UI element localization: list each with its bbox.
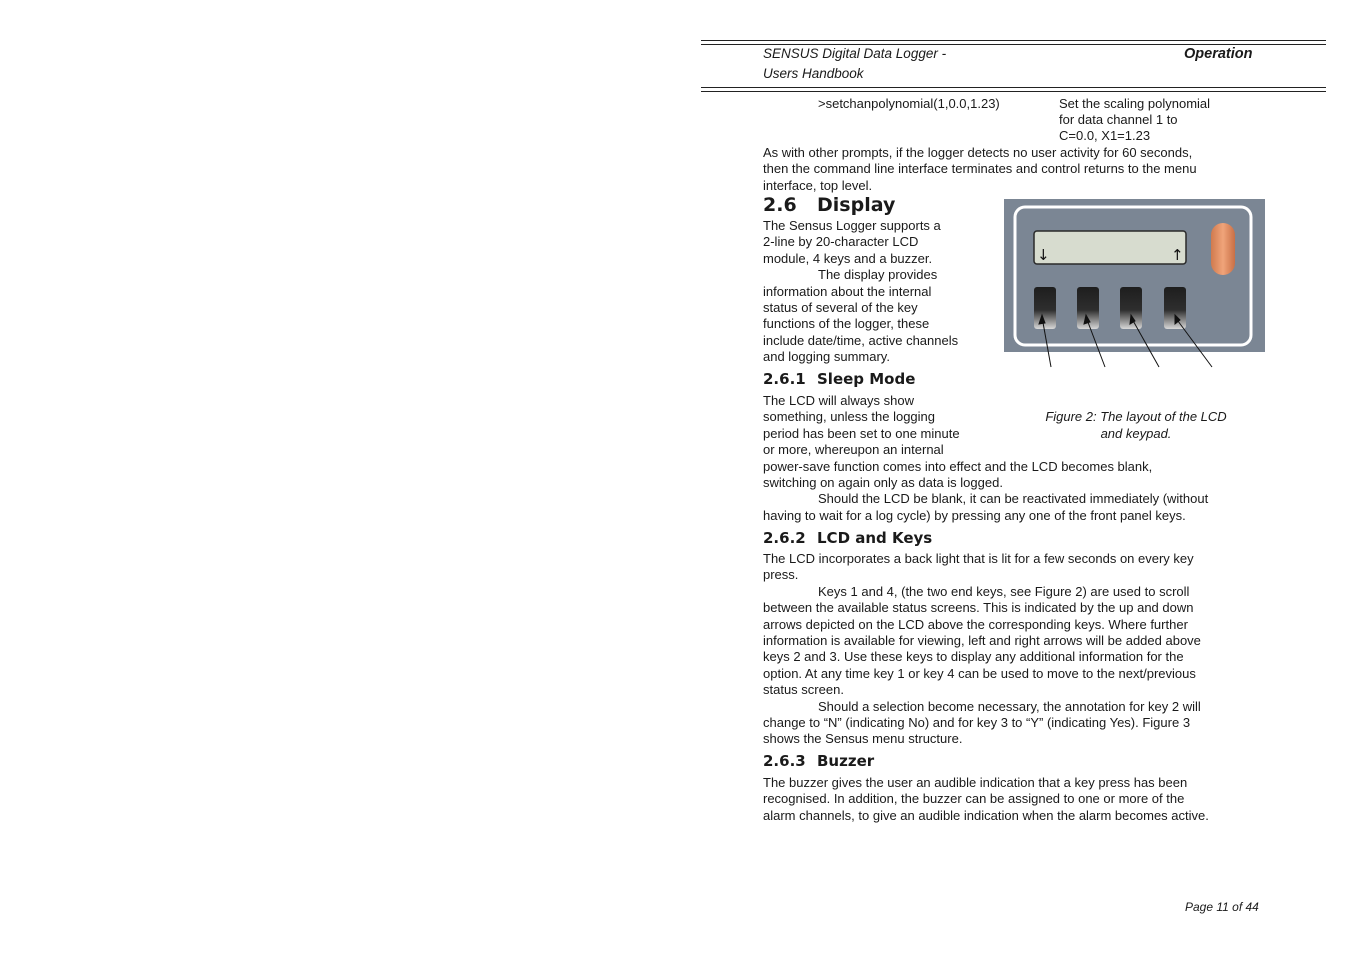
panel-background (1004, 199, 1265, 352)
section-heading-sleep-mode: 2.6.1 Sleep Mode (763, 370, 916, 388)
buzzer-paragraph: The buzzer gives the user an audible indication that a key press has been recognised. In addition, the buzzer can be assigned to one or more of the alarm channels, to give an audible indication when the alarm becomes active. (763, 775, 1209, 823)
lcd-keypad-figure (1004, 199, 1266, 369)
header-title-line2: Users Handbook (763, 66, 864, 81)
command-description: Set the scaling polynomial for data channel 1 to C=0.0, X1=1.23 (1059, 96, 1211, 143)
header-section-name: Operation (1184, 46, 1253, 62)
lcd-screen (1034, 231, 1186, 264)
header-rule-bottom-2 (701, 91, 1326, 92)
header-rule-top-2 (701, 44, 1326, 45)
header-rule-top-1 (701, 40, 1326, 41)
sleep-mode-paragraph: The LCD will always show something, unless the logging period has been set to one minute or more, whereupon an internal power-save function comes into effect and the LCD becomes blank, switching on again only as data is logged. Should the LCD be blank, it can be reactivated immediately (without having to wait for a log cycle) by pressing any one of the front panel keys. (763, 393, 1209, 523)
figure-caption: Figure 2: The layout of the LCD and keypad. (1045, 409, 1227, 441)
section-heading-lcd-and-keys: 2.6.2 LCD and Keys (763, 529, 933, 547)
section-heading-display: 2.6 Display (763, 194, 896, 216)
command-text: >setchanpolynomial(1,0.0,1.23) (818, 96, 1000, 111)
lcd-keys-paragraph: The LCD incorporates a back light that is lit for a few seconds on every key press. Keys 1 and 4, (the two end keys, see Figure 2) are used to scroll between the available status screens. This is indicated by the up and down arrows depicted on the LCD above the corresponding keys. Where further information is available for viewing, left and right arrows will be added above keys 2 and 3. Use these keys to display any additional information for the option. At any time key 1 or key 4 can be used to move to the next/previous status screen. Should a selection become necessary, the annotation for key 2 will change to “N” (indicating No) and for key 3 to “Y” (indicating Yes). Figure 3 shows the Sensus menu structure. (763, 551, 1201, 747)
lcd-down-arrow-icon: ↓ (1037, 246, 1050, 264)
lcd-up-arrow-icon: ↑ (1171, 246, 1184, 264)
intro-paragraph: As with other prompts, if the logger detects no user activity for 60 seconds, then the command line interface terminates and control returns to the menu interface, top level. (763, 145, 1197, 193)
page-number: Page 11 of 44 (1185, 900, 1259, 914)
display-paragraph: The Sensus Logger supports a 2-line by 20-character LCD module, 4 keys and a buzzer. The display provides information about the internal status of several of the key functions of the logger, these include date/time, active channels and logging summary. (763, 218, 959, 365)
header-title-line1: SENSUS Digital Data Logger - (763, 46, 947, 61)
buzzer-led (1211, 223, 1235, 275)
section-heading-buzzer: 2.6.3 Buzzer (763, 752, 875, 770)
header-rule-bottom-1 (701, 87, 1326, 88)
